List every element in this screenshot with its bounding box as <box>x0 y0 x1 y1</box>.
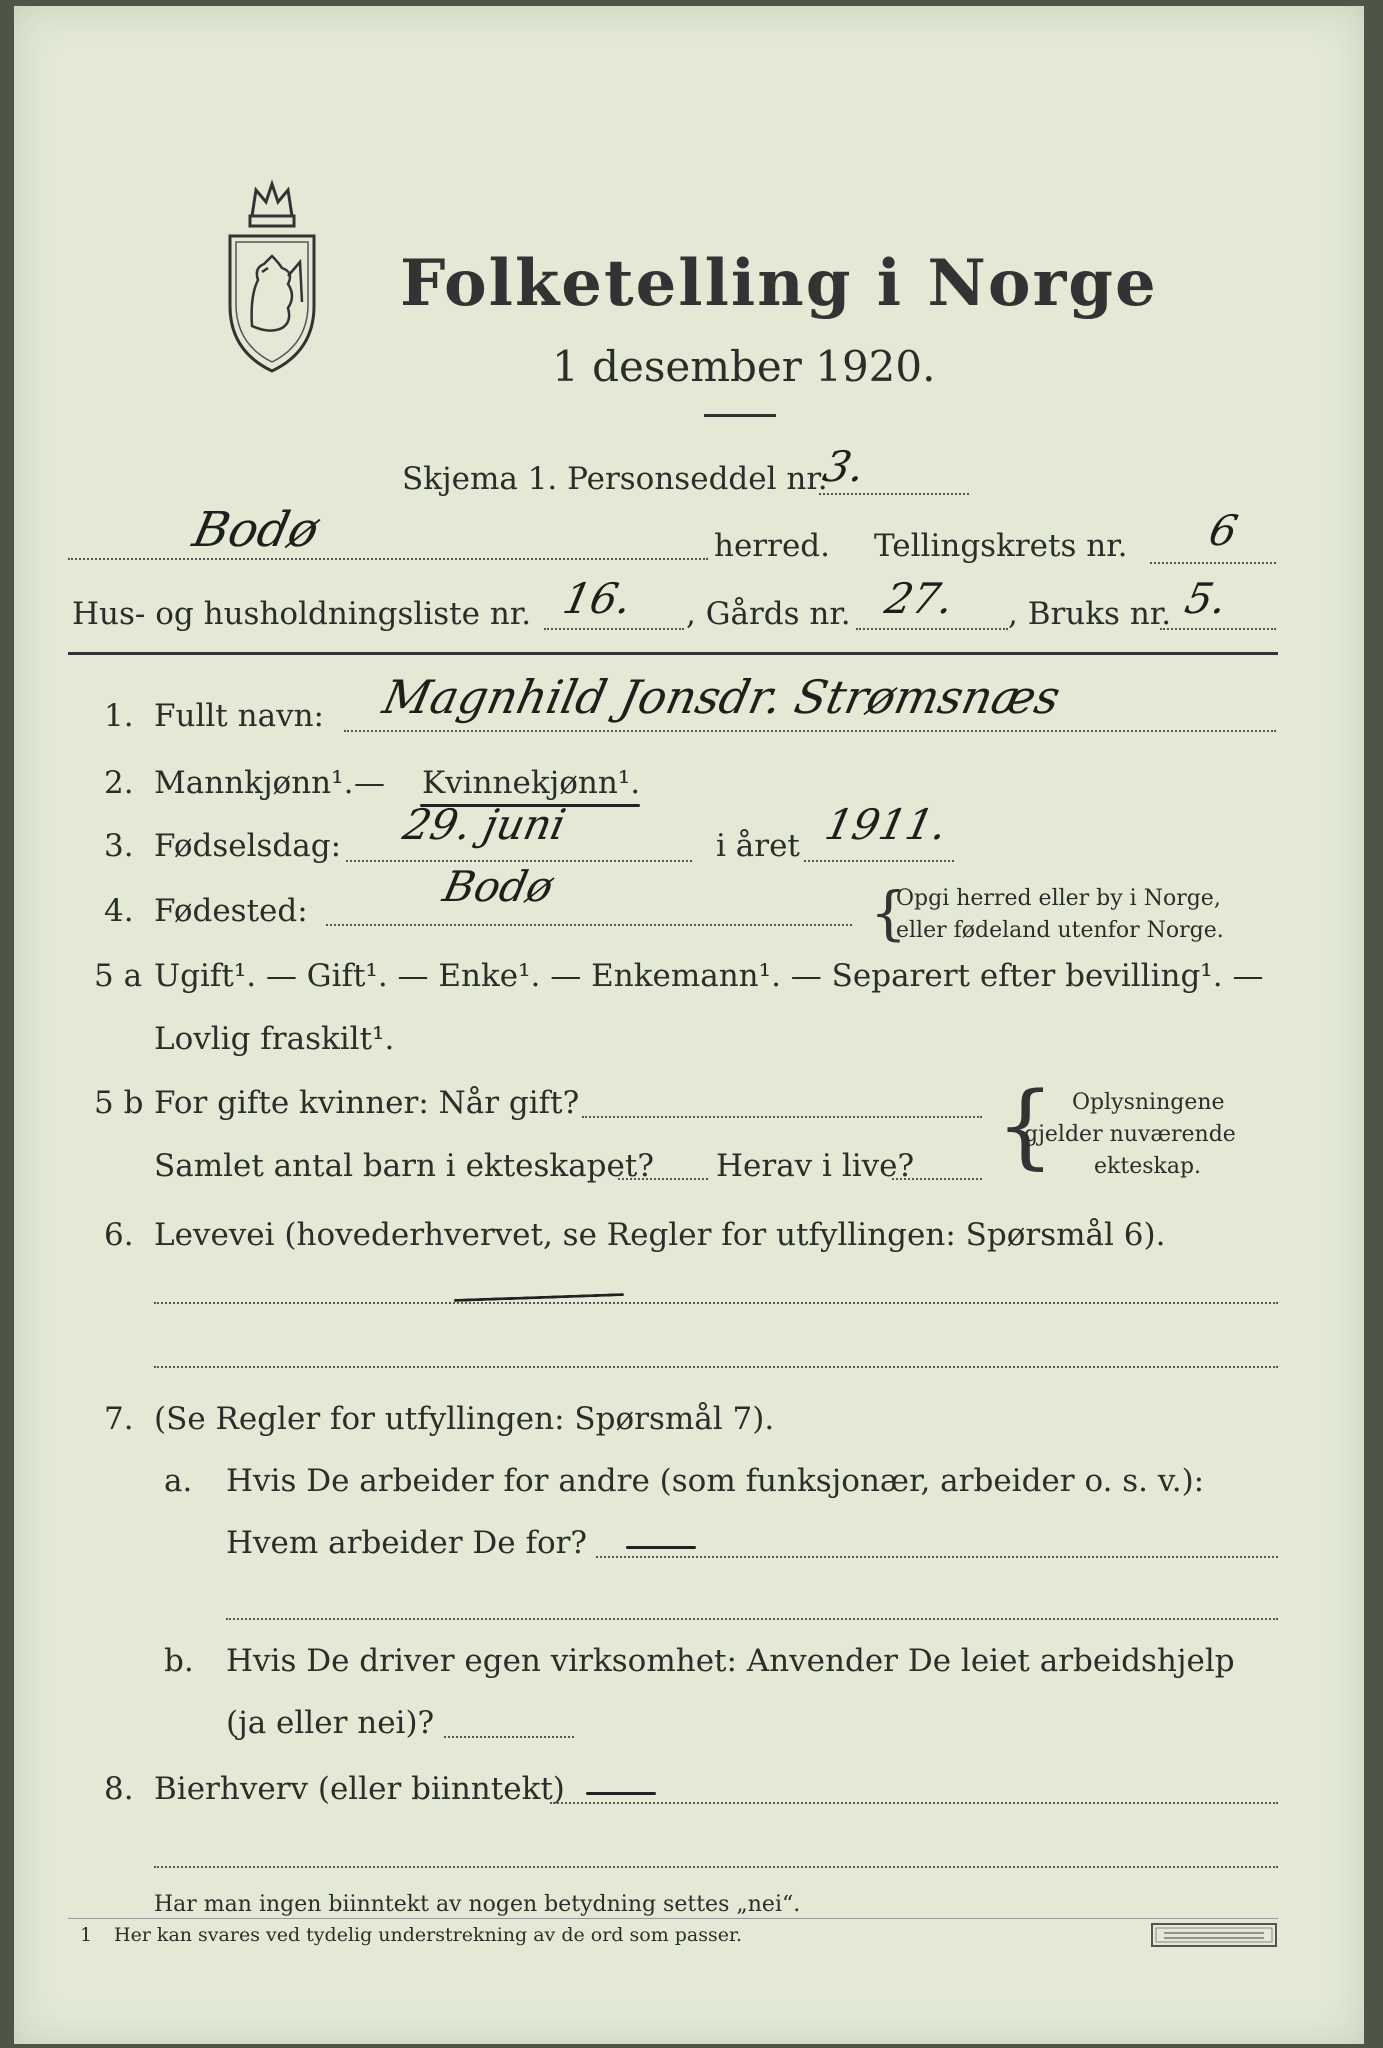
q7a-line1: Hvis De arbeider for andre (som funksjonær, arbeider o. s. v.): <box>226 1463 1205 1499</box>
q4-note-line2: eller fødeland utenfor Norge. <box>896 918 1224 943</box>
q5a-line1: Ugift¹. — Gift¹. — Enke¹. — Enkemann¹. — Separert efter bevilling¹. — <box>154 958 1264 994</box>
q7a-dots-1 <box>596 1556 1278 1558</box>
q3-value: 29. juni <box>398 800 571 849</box>
hus-value: 16. <box>558 574 637 623</box>
schema-dots <box>819 493 969 495</box>
norwegian-coat-of-arms-icon <box>222 176 322 376</box>
q7a-number: a. <box>164 1463 193 1499</box>
header-divider <box>68 652 1278 655</box>
title-divider <box>704 414 776 417</box>
q4-brace: { <box>870 879 907 947</box>
herred-value: Bodø <box>188 502 324 558</box>
q1-number: 1. <box>104 698 134 734</box>
q4-dots <box>326 924 852 926</box>
q6-number: 6. <box>104 1217 134 1253</box>
q2-number: 2. <box>104 765 134 801</box>
q1-dots <box>344 730 1276 732</box>
q7a-line2: Hvem arbeider De for? <box>226 1525 588 1561</box>
q5b-alive-dots <box>892 1178 982 1180</box>
q7a-dash-mark <box>626 1546 696 1549</box>
footer-divider <box>68 1918 1278 1919</box>
q8-label: Bierhverv (eller biinntekt) <box>154 1771 565 1807</box>
q5b-number: 5 b <box>94 1085 144 1121</box>
q7-label: (Se Regler for utfyllingen: Spørsmål 7). <box>154 1401 775 1437</box>
q5b-note-line2: gjelder nuværende <box>1024 1122 1236 1147</box>
printer-stamp-icon <box>1150 1920 1278 1950</box>
footer-note: Har man ingen biinntekt av nogen betydning settes „nei“. <box>154 1892 801 1917</box>
census-form-page <box>14 6 1364 2044</box>
q4-value: Bodø <box>438 862 558 911</box>
krets-label: Tellingskrets nr. <box>874 528 1128 564</box>
q5a-number: 5 a <box>94 958 143 994</box>
hus-dots <box>544 628 684 630</box>
q3-number: 3. <box>104 828 134 864</box>
q5b-note-line1: Oplysningene <box>1072 1090 1225 1115</box>
q2-male: Mannkjønn¹. <box>154 765 354 801</box>
q5b-children-label: Samlet antal barn i ekteskapet? <box>154 1148 654 1184</box>
q8-number: 8. <box>104 1771 134 1807</box>
q3-year-value: 1911. <box>820 800 952 849</box>
hus-label: Hus- og husholdningsliste nr. <box>72 596 532 632</box>
q5b-children-dots <box>618 1178 708 1180</box>
q4-note-line1: Opgi herred eller by i Norge, <box>896 886 1221 911</box>
q6-dots-2 <box>154 1366 1278 1368</box>
form-title: Folketelling i Norge <box>400 246 1158 321</box>
q5b-alive-label: Herav i live? <box>716 1148 915 1184</box>
q2-female: Kvinnekjønn¹. <box>422 765 641 801</box>
q5b-note-line3: ekteskap. <box>1094 1154 1202 1179</box>
q5b-married-dots <box>582 1116 982 1118</box>
q7b-dots <box>444 1736 574 1738</box>
q8-dots-1 <box>550 1802 1278 1804</box>
schema-label: Skjema 1. Personseddel nr. <box>402 461 828 497</box>
q7b-line1: Hvis De driver egen virksomhet: Anvender De leiet arbeidshjelp <box>226 1643 1235 1679</box>
q1-value: Magnhild Jonsdr. Strømsnæs <box>378 670 1065 724</box>
q6-dash-mark <box>454 1293 624 1302</box>
q4-number: 4. <box>104 893 134 929</box>
krets-value: 6 <box>1204 506 1243 555</box>
form-date: 1 desember 1920. <box>552 342 936 391</box>
bruks-label: , Bruks nr. <box>1008 596 1172 632</box>
q5b-line1: For gifte kvinner: Når gift? <box>154 1085 580 1121</box>
herred-label: herred. <box>714 528 830 564</box>
q7b-number: b. <box>164 1643 194 1679</box>
q3-label: Fødselsdag: <box>154 828 342 864</box>
q2-dash: — <box>354 765 385 801</box>
footnote-text: Her kan svares ved tydelig understrekning av de ord som passer. <box>114 1924 743 1946</box>
krets-dots <box>1150 562 1276 564</box>
q6-dots-1 <box>154 1302 1278 1304</box>
q4-label: Fødested: <box>154 893 308 929</box>
footnote-marker: 1 <box>80 1924 93 1946</box>
gards-value: 27. <box>880 574 959 623</box>
q7b-line2: (ja eller nei)? <box>226 1705 435 1741</box>
gards-label: , Gårds nr. <box>686 596 851 632</box>
q3-year-dots <box>804 860 954 862</box>
q6-label: Levevei (hovederhvervet, se Regler for utfyllingen: Spørsmål 6). <box>154 1217 1166 1253</box>
q5b-brace: { <box>996 1072 1055 1179</box>
q1-label: Fullt navn: <box>154 698 324 734</box>
schema-value: 3. <box>818 442 870 491</box>
bruks-dots <box>1160 628 1276 630</box>
q7-number: 7. <box>104 1401 134 1437</box>
q3-year-label: i året <box>716 828 800 864</box>
q7a-dots-2 <box>226 1618 1278 1620</box>
q8-dash-mark <box>586 1792 656 1795</box>
q5a-line2: Lovlig fraskilt¹. <box>154 1021 395 1057</box>
bruks-value: 5. <box>1180 574 1232 623</box>
herred-dots <box>68 558 708 560</box>
q8-dots-2 <box>154 1866 1278 1868</box>
gards-dots <box>856 628 1008 630</box>
